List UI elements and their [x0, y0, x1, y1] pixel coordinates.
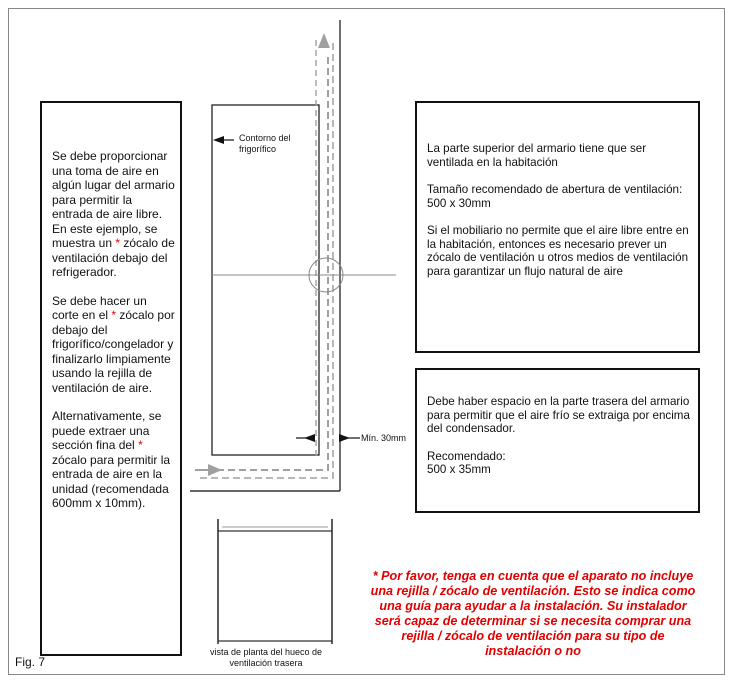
- rear-space-size-value: 500 x 35mm: [427, 463, 491, 476]
- air-in-arrow-icon: [208, 464, 222, 476]
- left-paragraph-1: [52, 149, 176, 280]
- top-vent-info-box: [415, 101, 700, 353]
- air-flow-path: [195, 55, 328, 470]
- rear-space-line-1: Debe haber espacio en la parte trasera del armario para permitir que el aire frío se extraiga por encima del condensador.: [427, 395, 690, 435]
- min-gap-label: Mín. 30mm: [361, 433, 407, 443]
- left-p2-text-a: Se debe hacer un corte en el: [52, 293, 147, 322]
- left-paragraph-3: [52, 409, 176, 511]
- rear-space-info-text: [427, 395, 691, 491]
- left-p2-asterisk: *: [111, 308, 117, 322]
- disclaimer-note: * Por favor, tenga en cuenta que el aparato no incluye una rejilla / zócalo de ventilación. Esto se indica como una guía para ayudar a la instalación. Su instalador será capaz de determinar si se necesita comprar una rejilla / zócalo de ventilación para su tipo de instalación o no: [370, 569, 696, 658]
- left-p1-asterisk: *: [115, 236, 121, 250]
- top-vent-info-text: [427, 142, 689, 292]
- top-vent-size-label: Tamaño recomendado de abertura de ventilación:: [427, 183, 683, 196]
- left-p3-text-a: Alternativamente, se puede extraer una sección fina del: [52, 409, 162, 452]
- left-p3-text-b: zócalo para permitir la entrada de aire en la unidad (recomendada 600mm x 10mm).: [52, 452, 171, 510]
- rear-space-line-2: [427, 450, 691, 477]
- rear-space-info-box: [415, 368, 700, 513]
- left-info-box: [40, 101, 182, 656]
- top-vent-size-value: 500 x 30mm: [427, 196, 491, 210]
- left-p2-text-b: zócalo por debajo del frigorífico/congelador y finalizarlo limpiamente usando la rejilla de ventilación de aire.: [52, 308, 175, 395]
- top-vent-line-3: Si el mobiliario no permite que el aire libre entre en la habitación, entonces es necesario prever un zócalo de ventilación u otros medios de ventilación para garantizar un flujo natural de aire: [427, 224, 689, 278]
- left-info-text: [52, 149, 176, 525]
- plan-view-caption: vista de planta del hueco de ventilación trasera: [209, 647, 323, 668]
- contour-label: Contorno del frigorífico: [239, 133, 291, 154]
- left-p1-text-a: Se debe proporcionar una toma de aire en algún lugar del armario para permitir la entrada de aire libre. En este ejemplo, se muestra un: [52, 149, 175, 250]
- top-vent-line-2: [427, 183, 689, 210]
- figure-number: Fig. 7: [15, 655, 46, 669]
- air-out-arrow-icon: [318, 33, 330, 48]
- left-p3-asterisk: *: [138, 438, 143, 452]
- fridge-contour: [212, 105, 319, 455]
- left-paragraph-2: [52, 294, 176, 396]
- top-vent-line-1: La parte superior del armario tiene que ser ventilada en la habitación: [427, 142, 647, 169]
- rear-space-size-label: Recomendado:: [427, 449, 506, 463]
- left-p1-text-b: zócalo de ventilación debajo del refrigerador.: [52, 236, 175, 279]
- contour-arrow-icon: [213, 136, 224, 144]
